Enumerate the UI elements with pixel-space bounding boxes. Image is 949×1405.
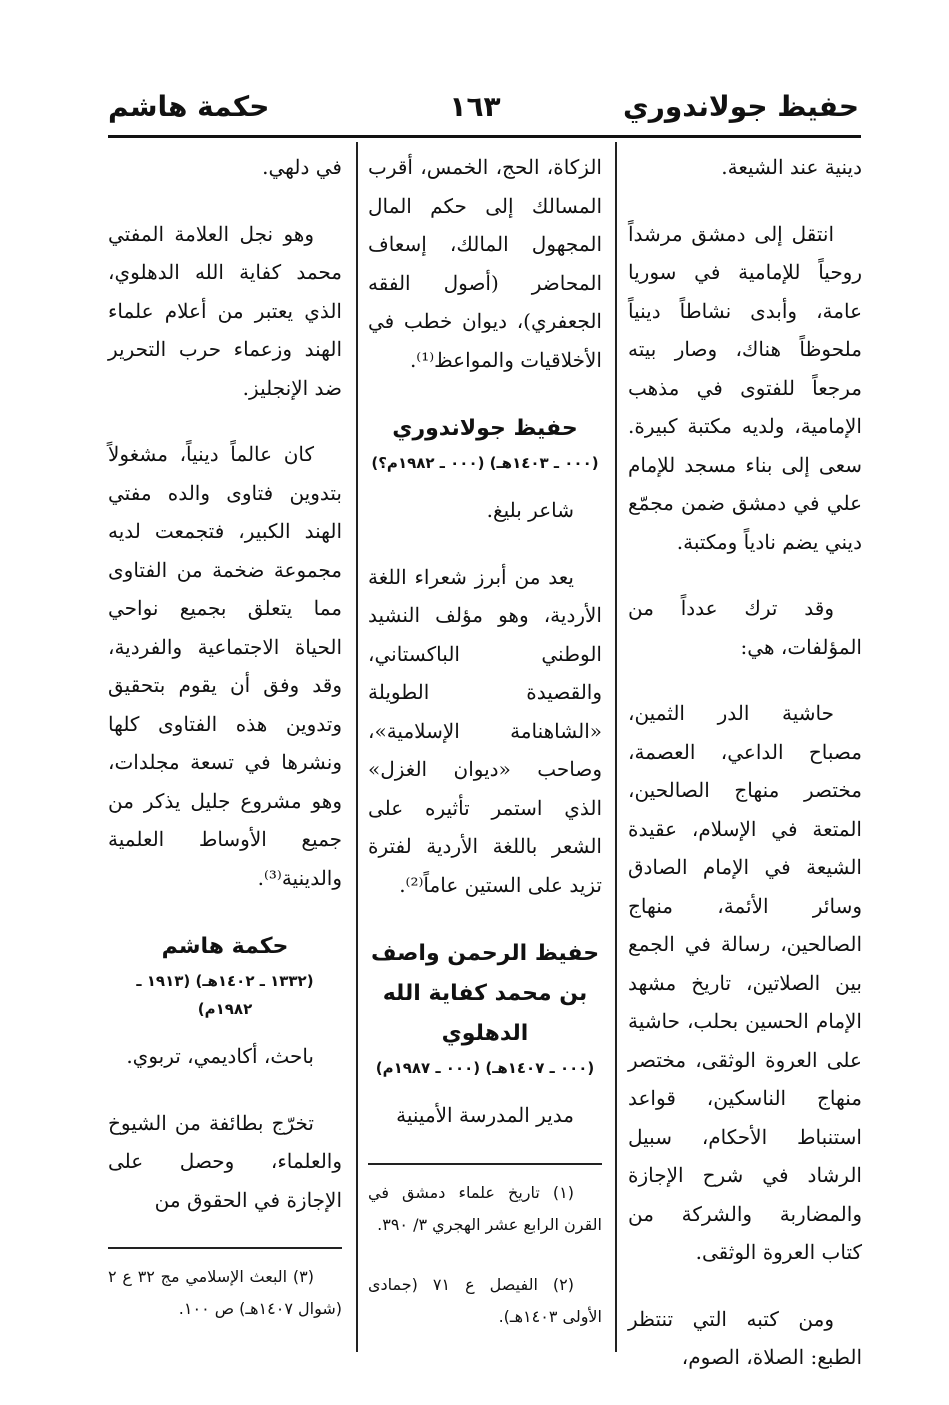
footnote-rule: [368, 1163, 602, 1165]
column-divider-left: [356, 142, 358, 1352]
paragraph: دينية عند الشيعة.: [721, 155, 862, 179]
paragraph: الزكاة، الحج، الخمس، أقرب المسالك إلى حكم المال المجهول المالك، إسعاف المحاضر (أصول الفقه الجعفري)، ديوان خطب في الأخلاقيات والمواعظ⁽¹⁾.: [368, 155, 602, 372]
header-rule: [108, 135, 861, 138]
paragraph: وهو نجل العلامة المفتي محمد كفاية الله الدهلوي، الذي يعتبر من أعلام علماء الهند وزعماء حرب التحرير ضد الإنجليز.: [108, 221, 342, 400]
paragraph: ومن كتبه التي تنتظر الطبع: الصلاة، الصوم،: [628, 1306, 862, 1369]
paragraph: يعد من أبرز شعراء اللغة الأردية، وهو مؤلف النشيد الوطني الباكستاني، والقصيدة الطويلة «الشاهنامة الإسلامية»، وصاحب «ديوان الغزل» الذي استمر تأثيره على الشعر باللغة الأردية لفترة تزيد على الستين عاماً⁽²⁾.: [368, 564, 602, 897]
page-number: ١٦٣: [449, 90, 501, 123]
footnote: (٣) البعث الإسلامي مج ٣٢ ع ٢ (شوال ١٤٠٧هـ) ص ١٠٠.: [108, 1267, 342, 1318]
column-left: [108, 148, 342, 1353]
running-header-left: حكمة هاشم: [108, 90, 270, 123]
column-divider-right: [615, 142, 617, 1352]
entry-heading: حفيظ جولاندوري: [392, 416, 578, 441]
entry-dates: (٠٠٠ ـ ١٤٠٧هـ) (٠٠٠ ـ ١٩٨٧م): [375, 1059, 595, 1077]
paragraph: في دلهي.: [262, 155, 342, 179]
entry-dates: (١٣٣٢ ـ ١٤٠٢هـ) (١٩١٣ ـ ١٩٨٢م): [136, 972, 314, 1018]
paragraph: تخرّج بطائفة من الشيوخ والعلماء، وحصل على الإجازة في الحقوق من: [108, 1110, 342, 1212]
column-right: [628, 148, 862, 1405]
footnote: (١) تاريخ علماء دمشق في القرن الرابع عشر الهجري ٣/ ٣٩٠.: [368, 1182, 602, 1234]
paragraph: وقد ترك عدداً من المؤلفات، هي:: [628, 596, 862, 659]
column-middle: [368, 148, 602, 1361]
paragraph: شاعر بليغ.: [486, 498, 574, 522]
paragraph: كان عالماً دينياً، مشغولاً بتدوين فتاوى والده مفتي الهند الكبير، فتجمعت لديه مجموعة ضخمة من الفتاوى مما يتعلق بجميع نواحي الحياة الاجتماعية والفردية، وقد وفق أن يقوم بتحقيق وتدوين هذه الفتاوى كلها ونشرها في تسعة مجلدات، وهو مشروع جليل يذكر من جميع الأوساط العلمية والدينية⁽³⁾.: [108, 442, 342, 890]
paragraph: حاشية الدر الثمين، مصباح الداعي، العصمة، مختصر منهاج الصالحين، المتعة في الإسلام، عقيدة الشيعة في الإمام الصادق وسائر الأئمة، منهاج الصالحين، رسالة في الجمع بين الصلاتين، تاريخ مشهد الإمام الحسين بحلب، حاشية على العروة الوثقى، مختصر منهاج الناسكين، قواعد استنباط الأحكام، سبيل الرشاد في شرح الإجازة والمضاربة والشركة من كتاب العروة الوثقى.: [628, 701, 862, 1264]
entry-heading: حكمة هاشم: [161, 934, 289, 959]
paragraph: انتقل إلى دمشق مرشداً روحياً للإمامية في سوريا عامة، وأبدى نشاطاً دينياً ملحوظاً هناك، وصار بيته مرجعاً للفتوى في مذهب الإمامية، ولديه مكتبة كبيرة. سعى إلى بناء مسجد للإمام علي في دمشق ضمن مجمّع ديني يضم نادياً ومكتبة.: [628, 221, 862, 554]
footnote-rule: [108, 1247, 342, 1249]
entry-heading: حفيظ الرحمن واصف بن محمد كفاية الله الدهلوي: [370, 941, 600, 1046]
paragraph: باحث، أكاديمي، تربوي.: [126, 1044, 314, 1068]
entry-dates: (٠٠٠ ـ ١٤٠٣هـ) (٠٠٠ ـ ١٩٨٢م؟): [371, 454, 599, 472]
footnote: (٢) الفيصل ع ٧١ (جمادى الأولى ١٤٠٣هـ).: [368, 1274, 602, 1326]
running-header-right: حفيظ جولاندوري: [623, 90, 859, 123]
paragraph: مدير المدرسة الأمينية: [396, 1103, 574, 1127]
